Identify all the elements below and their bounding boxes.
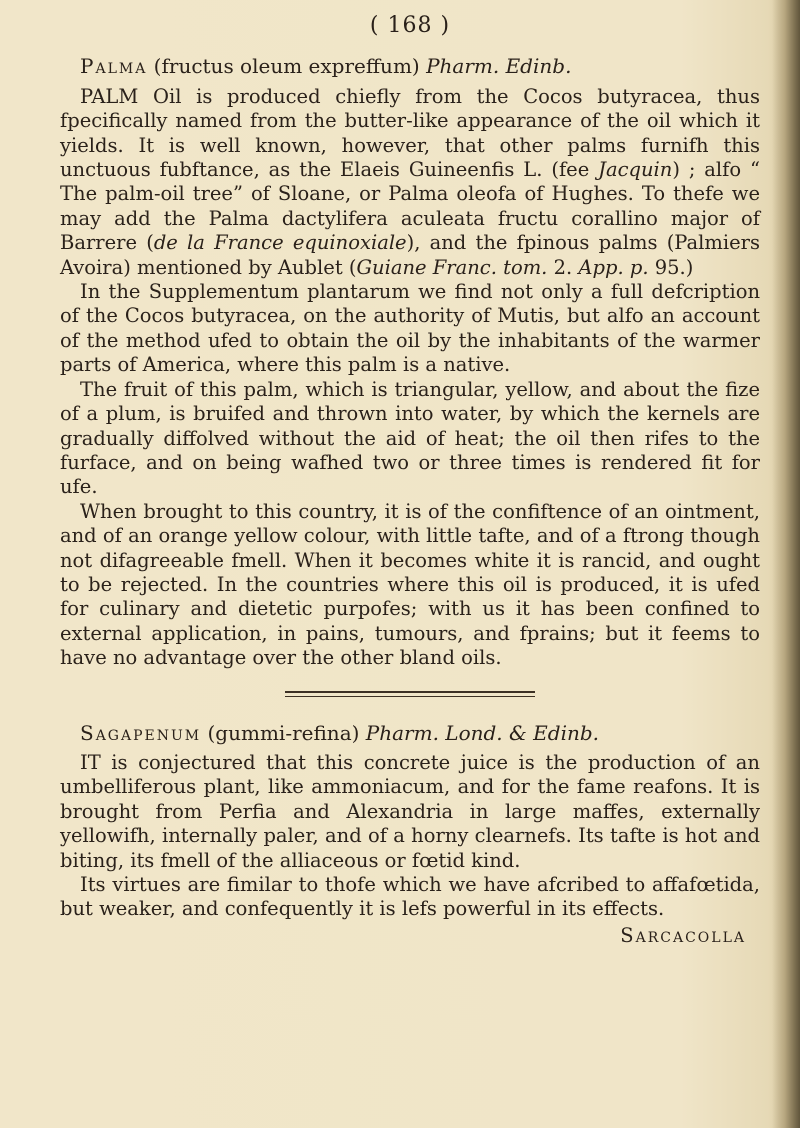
entry-heading-palma bbox=[80, 54, 760, 78]
section-divider bbox=[285, 691, 535, 697]
paragraph: PALM Oil is produced chiefly from the Cocos butyracea, thus fpecifically named from the butter-like appearance of the oil which it yields. It is well known, however, that other palms furnifh this unctuous fubftance, as the Elaeis Guineenfis L. (fee Jacquin) ; alfo “ The palm-oil tree” of Sloane, or Palma oleofa of Hughes. To thefe we may add the Palma dactylifera aculeata fructu corallino major of Barrere (de la France equinoxiale), and the fpinous palms (Palmiers Avoira) mentioned by Aublet (Guiane Franc. tom. 2. App. p. 95.) bbox=[60, 84, 761, 279]
entry-name: Sagapenum bbox=[80, 720, 202, 745]
paragraph: Its virtues are fimilar to thofe which we have afcribed to affafœtida, but weaker, and confequently it is lefs powerful in its effects. bbox=[60, 873, 760, 921]
paragraph: IT is conjectured that this concrete juice is the production of an umbelliferous plant, like ammoniacum, and for the fame reafons. It is brought from Perfia and Alexandria in large maffes, externally yellowifh, internally paler, and of a horny clearnefs. Its tafte is hot and biting, its fmell of the alliaceous or fœtid kind. bbox=[60, 750, 760, 872]
paragraph: The fruit of this palm, which is triangular, yellow, and about the fize of a plum, is bruifed and thrown into water, by which the kernels are gradually diffolved without the aid of heat; the oil then rifes to the furface, and on being wafhed two or three times is rendered fit for ufe. bbox=[60, 377, 760, 499]
entry-name: Palma bbox=[80, 54, 148, 79]
page-number: ( 168 ) bbox=[369, 13, 451, 38]
catchword: Sarcacolla bbox=[620, 923, 746, 947]
entry-description: (fructus oleum expreffum) bbox=[153, 54, 420, 79]
entry-description: (gummi-refina) bbox=[207, 720, 360, 745]
paragraph: In the Supplementum plantarum we find not only a full defcription of the Cocos butyracea, on the authority of Mutis, but alfo an account of the method ufed to obtain the oil by the inhabitants of the warmer parts of America, where this palm is a native. bbox=[60, 280, 760, 377]
page-content bbox=[60, 14, 760, 948]
entry-heading-sagapenum bbox=[80, 721, 760, 745]
paragraph: When brought to this country, it is of the confiftence of an ointment, and of an orange yellow colour, with little tafte, and of a ftrong though not difagreeable fmell. When it becomes white it is rancid, and ought to be rejected. In the countries where this oil is produced, it is ufed for culinary and dietetic purpofes; with us it has been confined to external application, in pains, tumours, and fprains; but it feems to have no advantage over the other bland oils. bbox=[60, 499, 760, 670]
page-edge-shadow bbox=[772, 0, 800, 1128]
pharmacopoeia-reference: Pharm. Lond. & Edinb. bbox=[365, 720, 600, 745]
pharmacopoeia-reference: Pharm. Edinb. bbox=[426, 54, 572, 79]
